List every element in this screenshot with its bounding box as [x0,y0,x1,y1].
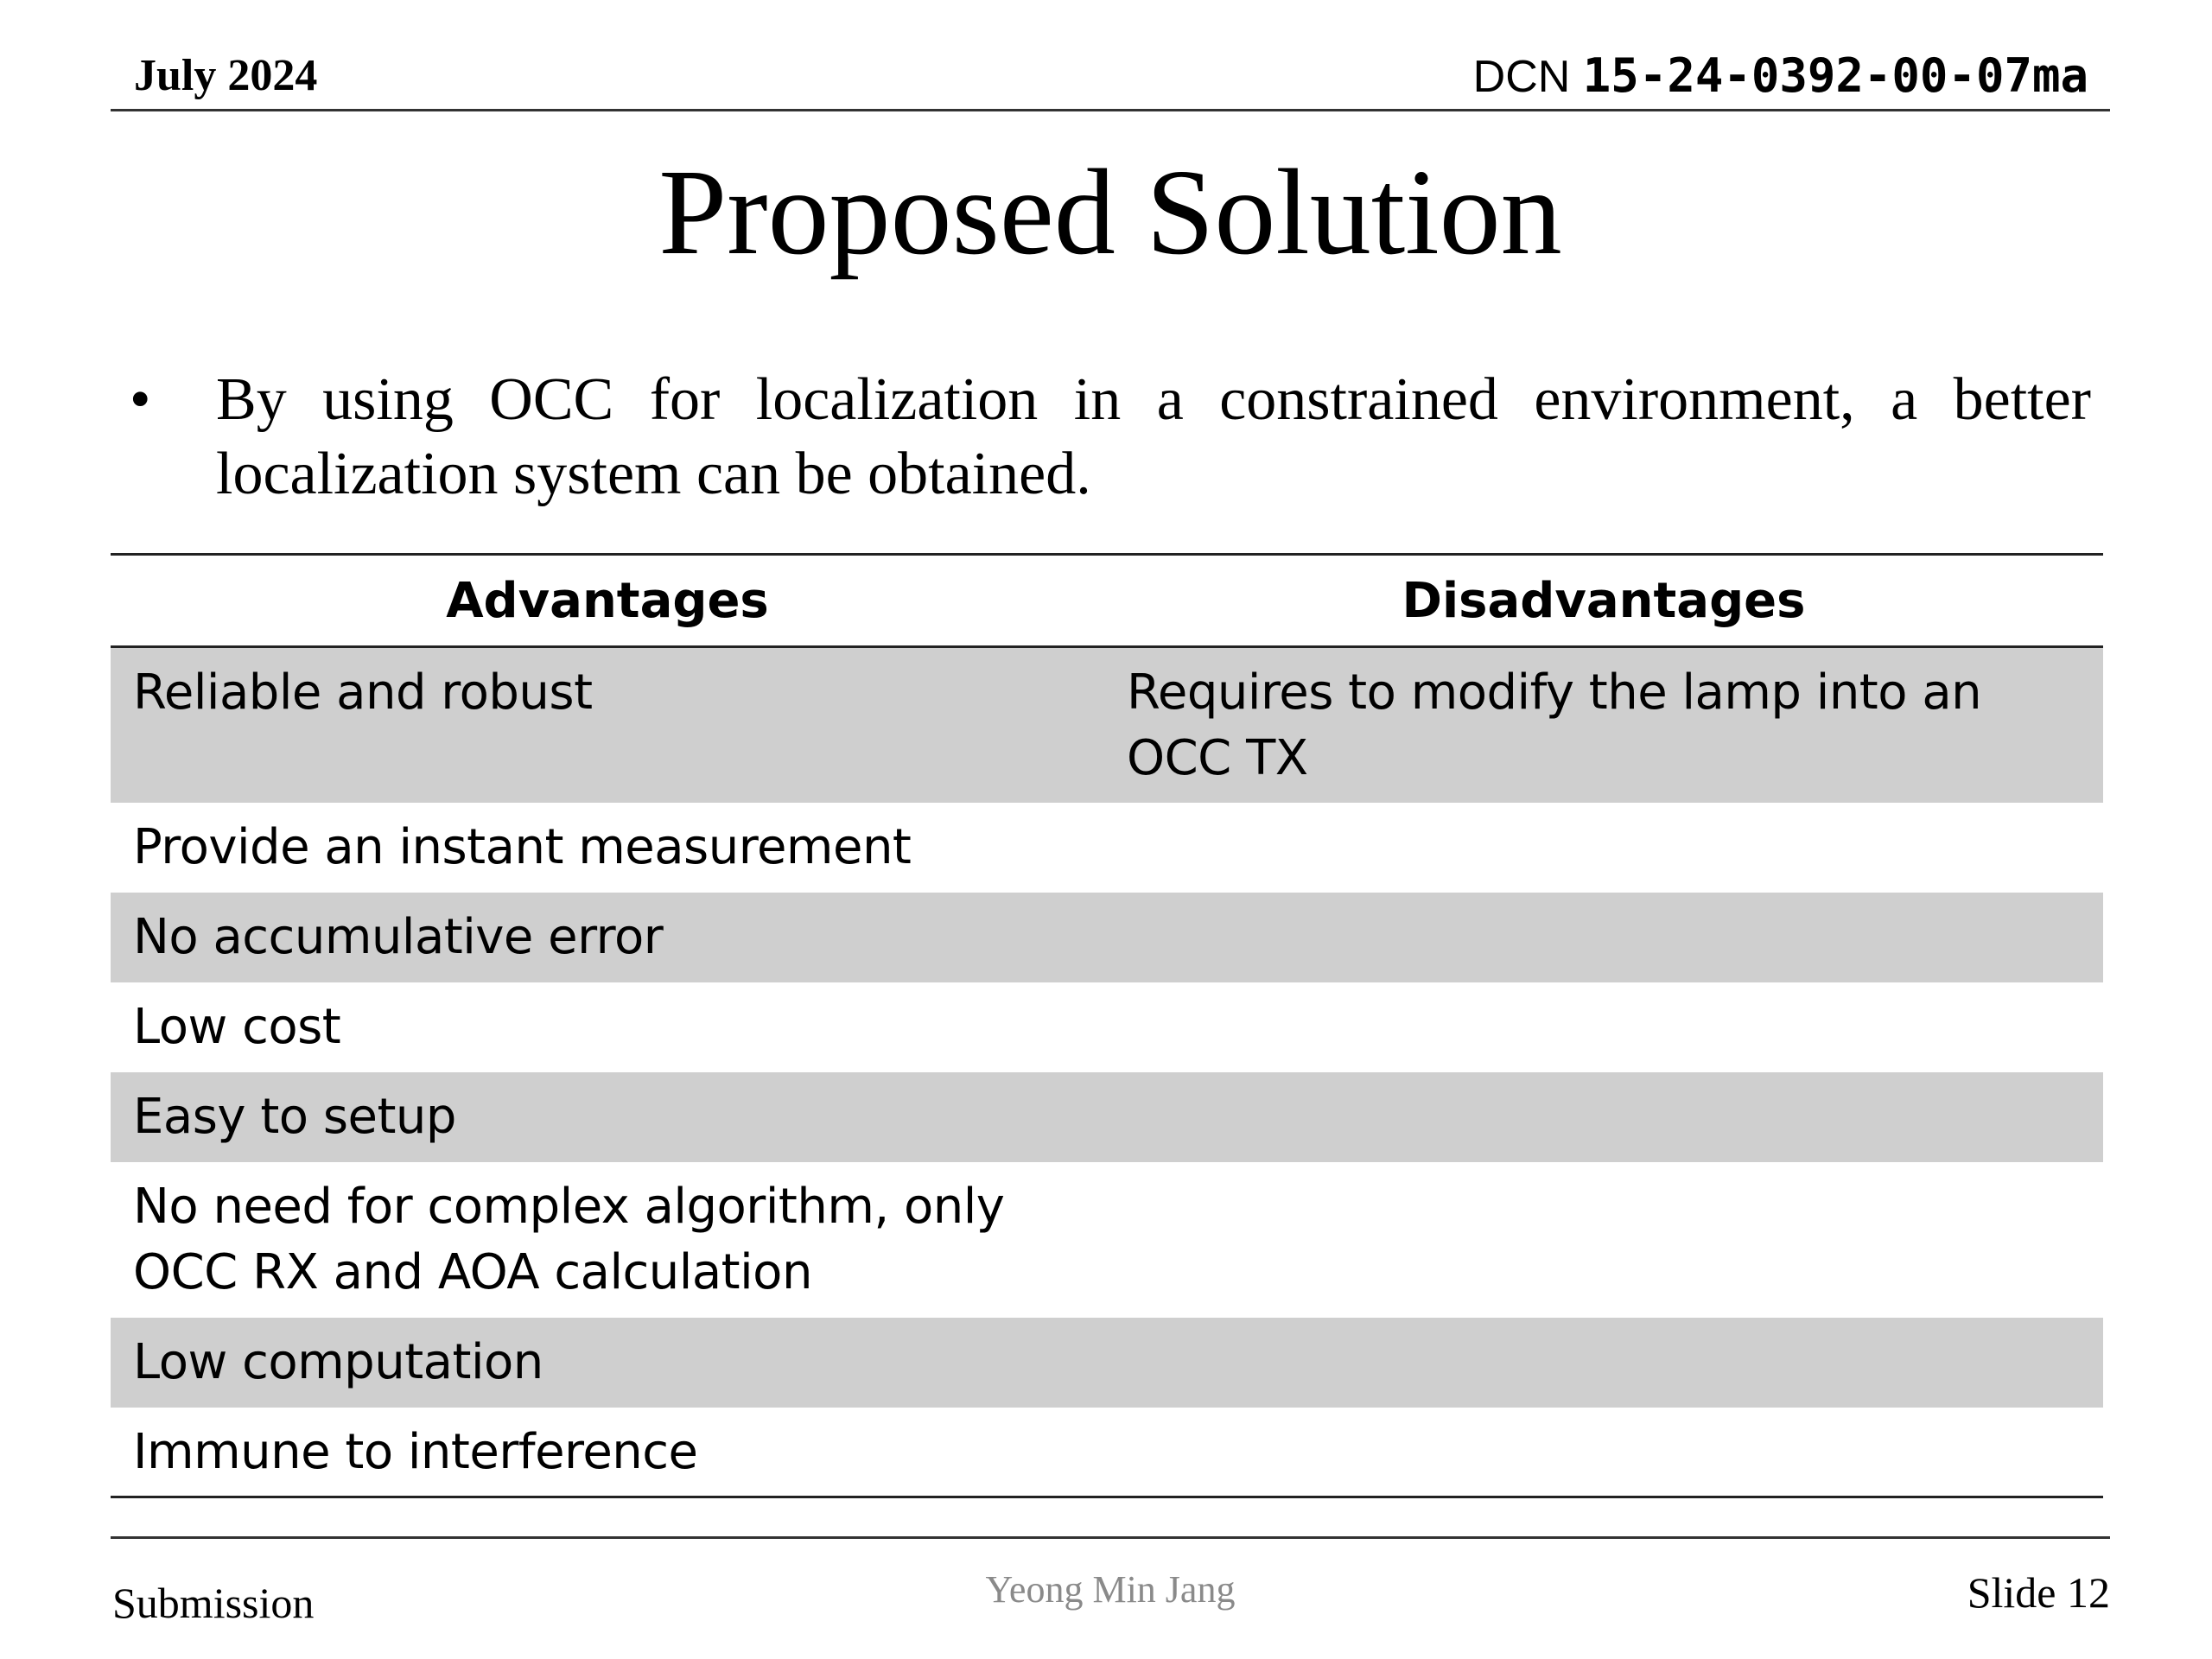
disadvantage-cell [1104,803,2103,893]
dcn-prefix: DCN [1472,52,1571,102]
table-row [111,803,2103,893]
advantage-cell: Immune to interference [111,1408,1104,1497]
table-row [111,893,2103,982]
disadvantage-cell [1104,982,2103,1072]
header-advantages: Advantages [111,555,1104,647]
disadvantage-cell: Requires to modify the lamp into an OCC TX [1104,647,2103,803]
advantage-cell: No accumulative error [111,893,1104,982]
slide-number: Slide 12 [1967,1568,2110,1617]
bullet-icon: • [130,366,151,433]
advantage-cell: No need for complex algorithm, only OCC RX and AOA calculation [133,1178,1005,1300]
footer-author: Yeong Min Jang [985,1568,1236,1611]
disadvantage-cell [1104,1408,2103,1497]
header-dcn [1473,48,2088,103]
disadvantage-cell [1104,1072,2103,1162]
comparison-table [111,553,2103,1498]
disadvantage-cell [1104,1318,2103,1408]
header-date: July 2024 [134,51,318,100]
footer-submission: Submission [112,1579,315,1627]
dcn-number: 15-24-0392-00-07ma [1582,48,2088,103]
table-row [111,1072,2103,1162]
advantage-cell: Provide an instant measurement [133,818,912,875]
footer-divider [111,1536,2110,1539]
advantage-cell: Low computation [111,1318,1104,1408]
advantage-cell: Low cost [133,998,341,1055]
table-row [111,1162,2103,1318]
table-row [111,982,2103,1072]
table-row [111,647,2103,803]
slide-title: Proposed Solution [658,143,1562,280]
table-row [111,1318,2103,1408]
disadvantage-cell [1104,1162,2103,1318]
advantage-cell: Reliable and robust [111,647,1104,803]
header-divider [111,109,2110,111]
advantage-cell: Easy to setup [111,1072,1104,1162]
table-row [111,1408,2103,1497]
header-disadvantages: Disadvantages [1104,555,2103,647]
table-header-row [111,555,2103,647]
bullet-text: By using OCC for localization in a constrained environment, a better localization system can be obtained. [216,366,2091,507]
disadvantage-cell [1104,893,2103,982]
